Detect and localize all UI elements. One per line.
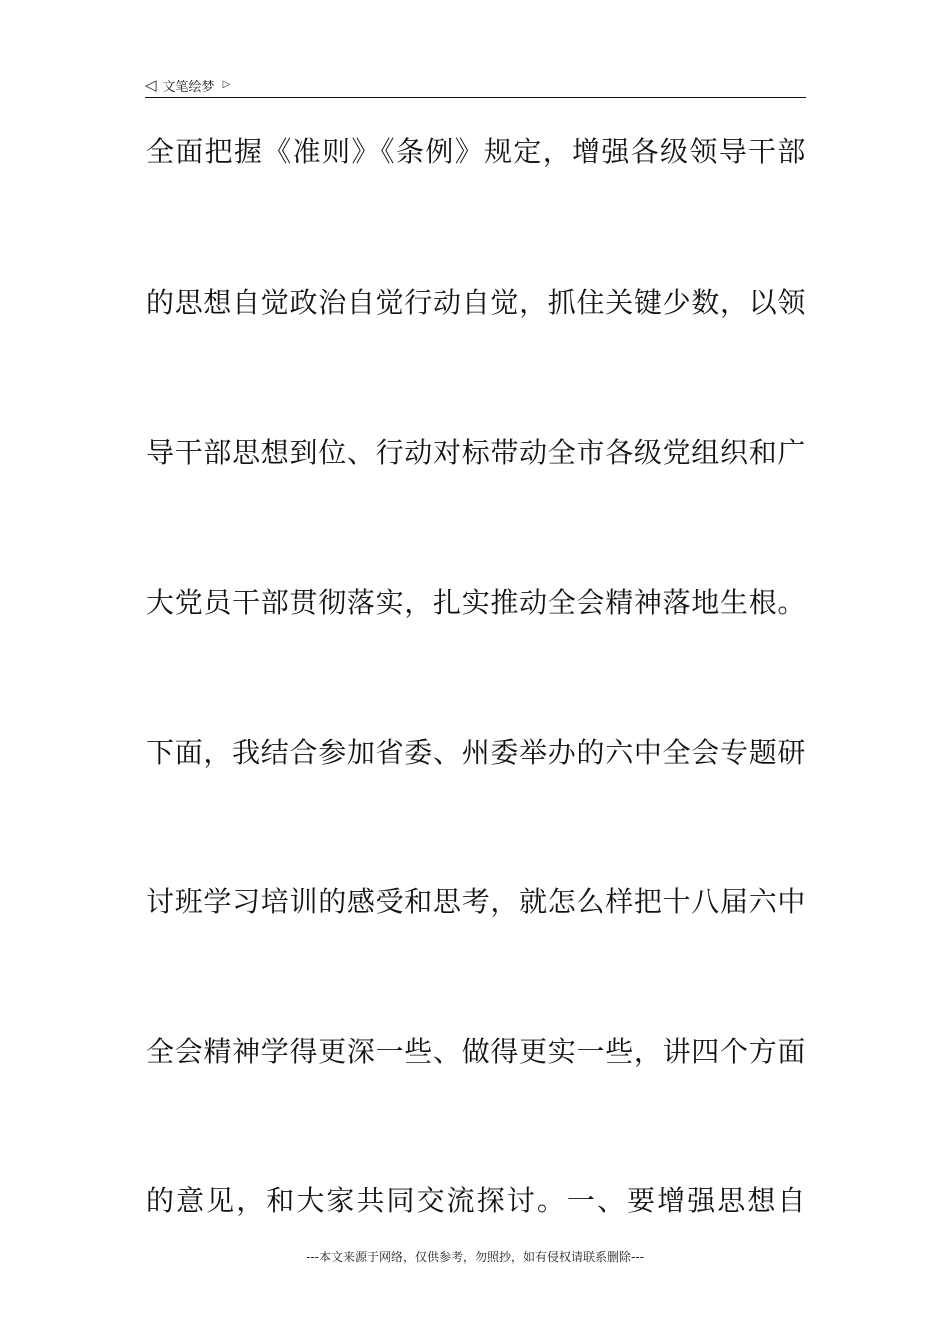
triangle-left-icon: ◁ <box>145 75 157 94</box>
header-divider <box>145 97 806 98</box>
body-line: 下面，我结合参加省委、州委举办的六中全会专题研 <box>146 736 806 769</box>
triangle-right-icon: ▷ <box>222 79 231 90</box>
header-title: 文笔绘梦 <box>162 79 215 95</box>
body-line: 讨班学习培训的感受和思考，就怎么样把十八届六中 <box>146 885 806 918</box>
body-line: 大党员干部贯彻落实，扎实推动全会精神落地生根。 <box>146 586 806 619</box>
page-header <box>145 74 805 96</box>
body-line: 的思想自觉政治自觉行动自觉，抓住关键少数，以领 <box>146 286 806 319</box>
body-line: 全面把握《准则》《条例》规定，增强各级领导干部 <box>146 135 806 168</box>
body-line: 全会精神学得更深一些、做得更实一些，讲四个方面 <box>146 1035 806 1068</box>
body-line: 的意见，和大家共同交流探讨。一、要增强思想自 <box>146 1184 806 1217</box>
body-line: 导干部思想到位、行动对标带动全市各级党组织和广 <box>146 436 806 469</box>
footer-notice: ---本文来源于网络，仅供参考，勿照抄，如有侵权请联系删除--- <box>306 1250 644 1264</box>
